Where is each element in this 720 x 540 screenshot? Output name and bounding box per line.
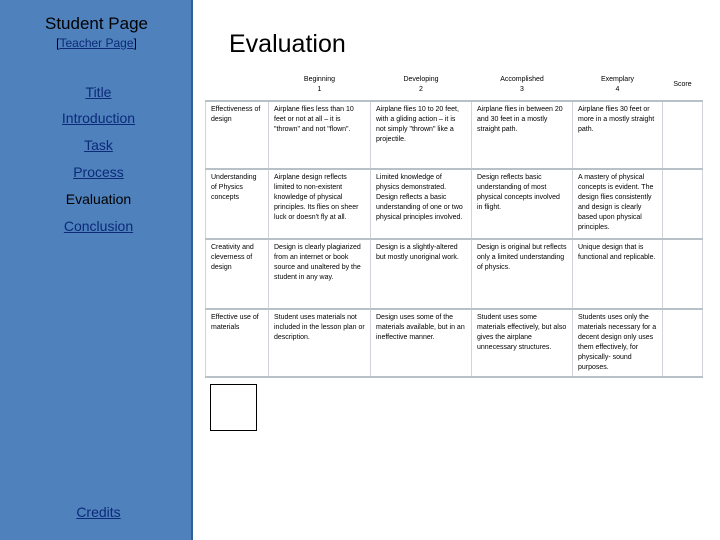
page-title: Evaluation — [229, 30, 346, 58]
criterion-cell: Understanding of Physics concepts — [206, 169, 269, 239]
exemplary-cell: Airplane flies 30 feet or more in a mostly straight path. — [573, 101, 663, 169]
image-placeholder — [210, 384, 257, 431]
rubric-table — [205, 70, 703, 378]
accomplished-cell: Design reflects basic understanding of most physical concepts involved in flight. — [472, 169, 573, 239]
score-cell — [663, 239, 703, 309]
header-accomplished — [472, 70, 573, 101]
developing-cell: Airplane flies 10 to 20 feet, with a gliding action – it is not simply "thrown" like a projectile. — [371, 101, 472, 169]
criterion-cell: Effectiveness of design — [206, 101, 269, 169]
nav-link-process[interactable]: Process — [73, 164, 124, 180]
header-developing — [371, 70, 472, 101]
rubric-row-effectiveness — [206, 101, 703, 169]
rubric-header-row — [206, 70, 703, 101]
header-exemplary — [573, 70, 663, 101]
bracket-close: ] — [133, 36, 137, 50]
rubric-row-physics — [206, 169, 703, 239]
nav-current-evaluation: Evaluation — [65, 191, 132, 207]
accomplished-cell: Design is original but reflects only a limited understanding of physics. — [472, 239, 573, 309]
exemplary-cell: Unique design that is functional and replicable. — [573, 239, 663, 309]
nav-link-credits[interactable]: Credits — [76, 504, 121, 520]
header-points: 1 — [317, 86, 322, 93]
header-points: 3 — [520, 86, 524, 93]
criterion-cell: Effective use of materials — [206, 309, 269, 377]
sidebar-title: Student Page — [44, 14, 149, 33]
header-beginning — [269, 70, 371, 101]
beginning-cell: Airplane flies less than 10 feet or not at all – it is "thrown" and not "flown". — [269, 101, 371, 169]
score-cell — [663, 309, 703, 377]
sidebar — [0, 0, 193, 540]
bracket-open: [ — [56, 36, 60, 50]
accomplished-cell: Student uses some materials effectively, but also gives the airplane unnecessary structures. — [472, 309, 573, 377]
header-level: Exemplary — [600, 76, 635, 83]
header-points: 2 — [419, 86, 423, 93]
nav-link-conclusion[interactable]: Conclusion — [63, 218, 134, 234]
header-level: Developing — [403, 76, 439, 83]
header-score — [663, 70, 703, 101]
nav-link-introduction[interactable]: Introduction — [61, 110, 136, 126]
exemplary-cell: A mastery of physical concepts is evident. The design flies consistently and design is clearly based upon physical principles. — [573, 169, 663, 239]
score-cell — [663, 101, 703, 169]
developing-cell: Design is a slightly-altered but mostly unoriginal work. — [371, 239, 472, 309]
sidebar-subtitle — [0, 36, 193, 50]
beginning-cell: Student uses materials not included in the lesson plan or description. — [269, 309, 371, 377]
rubric-row-materials — [206, 309, 703, 377]
nav-link-title[interactable]: Title — [85, 84, 112, 100]
header-points: 4 — [615, 86, 620, 93]
header-level: Beginning — [303, 76, 336, 83]
beginning-cell: Design is clearly plagiarized from an internet or book source and unaltered by the student in any way. — [269, 239, 371, 309]
beginning-cell: Airplane design reflects limited to non-existent knowledge of physical principles. Its flies on sheer luck or doesn't fly at all. — [269, 169, 371, 239]
nav-link-task[interactable]: Task — [84, 137, 113, 153]
rubric-row-creativity — [206, 239, 703, 309]
header-level: Accomplished — [500, 76, 544, 83]
header-criterion — [206, 70, 269, 101]
header-level: Score — [673, 81, 692, 88]
score-cell — [663, 169, 703, 239]
teacher-page-link[interactable]: Teacher Page — [59, 36, 134, 50]
exemplary-cell: Students uses only the materials necessary for a decent design only uses them effectively, for physically- sound purposes. — [573, 309, 663, 377]
developing-cell: Limited knowledge of physics demonstrated. Design reflects a basic understanding of one or two physical principles involved. — [371, 169, 472, 239]
accomplished-cell: Airplane flies in between 20 and 30 feet in a mostly straight path. — [472, 101, 573, 169]
criterion-cell: Creativity and cleverness of design — [206, 239, 269, 309]
developing-cell: Design uses some of the materials available, but in an ineffective manner. — [371, 309, 472, 377]
